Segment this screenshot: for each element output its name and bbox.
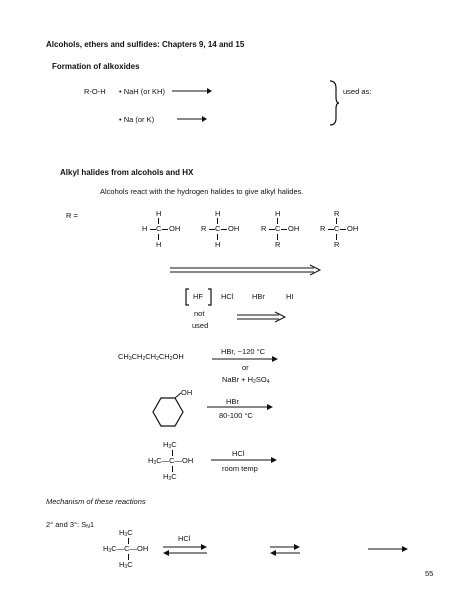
reaction1-or: or — [242, 363, 249, 372]
arrow-na — [177, 115, 207, 123]
reaction3-arrow — [211, 456, 277, 464]
intro-text: Alcohols react with the hydrogen halides to give alkyl halides. — [100, 187, 304, 196]
acid-hi: HI — [286, 292, 294, 301]
page-title: Alcohols, ethers and sulfides: Chapters 9, 14 and 15 — [46, 40, 245, 49]
hf-used-label: used — [192, 321, 209, 330]
section-heading-alkoxides: Formation of alkoxides — [52, 62, 140, 71]
used-as-label: used as: — [343, 87, 372, 96]
reaction2-reagent: HBr — [226, 397, 239, 406]
sn1-label: 2° and 3°: SN1 — [46, 520, 94, 530]
acid-hbr: HBr — [252, 292, 265, 301]
reaction2-arrow — [207, 403, 273, 411]
reaction1-nabr: NaBr + H2SO4 — [222, 375, 270, 385]
reaction3-reagent: HCl — [232, 449, 245, 458]
hf-not-label: not — [194, 309, 205, 318]
reagent-na: • Na (or K) — [119, 115, 155, 124]
mechanism-heading: Mechanism of these reactions — [46, 497, 146, 506]
equilibrium-arrow-2 — [270, 544, 300, 556]
cyclohexanol-oh: OH — [181, 388, 193, 397]
cyclohexane-ring — [152, 396, 186, 428]
equilibrium-arrow-1 — [163, 544, 207, 556]
double-arrow-long — [170, 265, 322, 275]
reagent-nah: • NaH (or KH) — [119, 87, 165, 96]
double-arrow-short — [237, 312, 287, 322]
mechanism-hcl: HCl — [178, 534, 191, 543]
reaction1-arrow — [212, 355, 278, 363]
page-number: 55 — [425, 569, 434, 578]
r-label: R = — [66, 211, 78, 220]
reaction2-conditions: 80-100 °C — [219, 411, 253, 420]
reaction3-conditions: room temp — [222, 464, 258, 473]
curly-brace — [328, 80, 340, 126]
butanol-formula: CH3CH2CH2CH2OH — [118, 352, 184, 362]
reaction1-conditions: HBr, ~120 °C — [221, 347, 266, 356]
arrow-nah — [172, 87, 212, 95]
mechanism-forward-arrow — [368, 545, 408, 553]
section-heading-alkyl-halides: Alkyl halides from alcohols and HX — [60, 168, 194, 177]
acid-hcl: HCl — [221, 292, 234, 301]
acid-hf: HF — [193, 292, 203, 301]
reactant-roh: R-O-H — [84, 87, 106, 96]
